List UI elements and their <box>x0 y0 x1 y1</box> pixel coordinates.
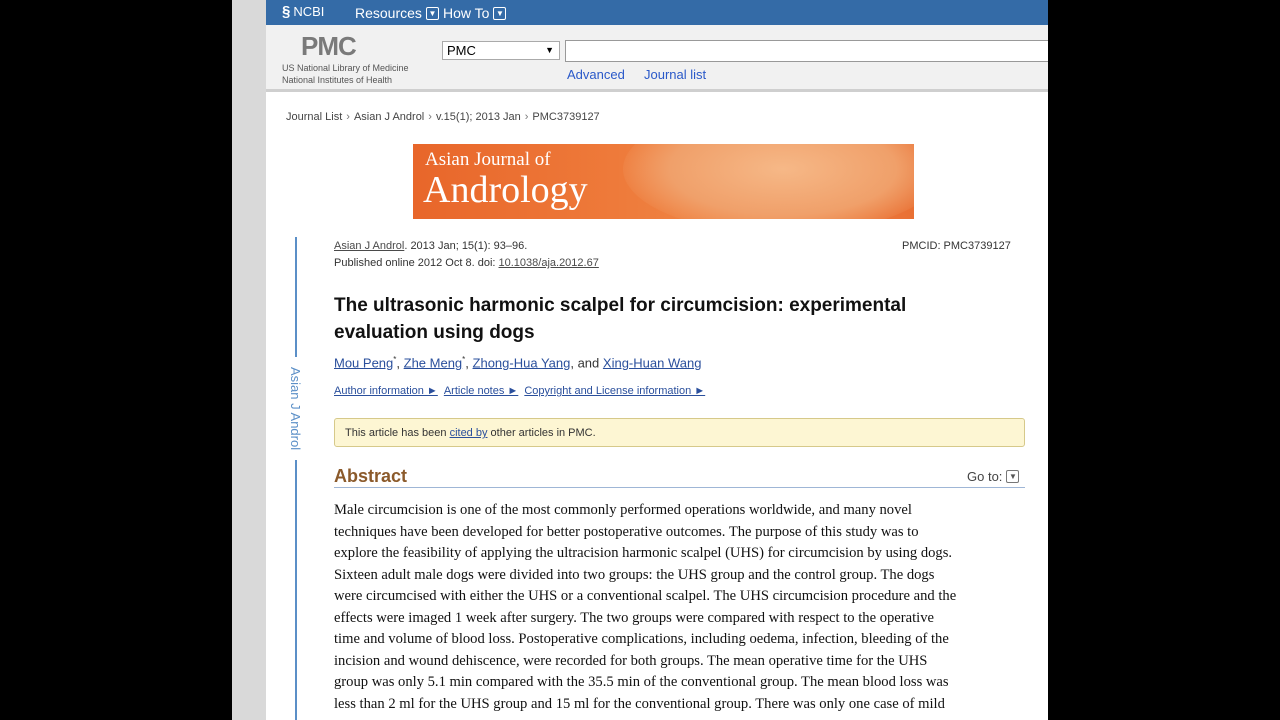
browser-page <box>232 0 1048 720</box>
breadcrumb-current: PMC3739127 <box>532 111 600 123</box>
chevron-down-icon: ▼ <box>1006 470 1019 483</box>
ncbi-top-bar <box>266 0 1048 25</box>
author-link[interactable]: Mou Peng <box>334 355 394 371</box>
goto-menu[interactable] <box>967 469 1019 484</box>
abstract-line: Sixteen adult male dogs were divided into two groups: the UHS group and the control group. The dogs <box>334 566 935 583</box>
ncbi-logo-text: NCBI <box>293 4 325 19</box>
author-link[interactable]: Zhong-Hua Yang <box>472 355 571 371</box>
article-title: The ultrasonic harmonic scalpel for circumcision: experimental evaluation using dogs <box>334 295 907 343</box>
journal-banner[interactable] <box>413 144 914 219</box>
breadcrumb-separator: › <box>428 111 432 123</box>
citation-line <box>334 240 527 252</box>
resources-menu[interactable] <box>355 5 439 21</box>
banner-title-line1: Asian Journal of <box>425 149 551 170</box>
breadcrumb-journal-list[interactable]: Journal List <box>286 111 343 123</box>
database-selected-value: PMC <box>447 43 476 58</box>
published-line <box>334 257 599 269</box>
abstract-divider <box>334 487 1025 488</box>
goto-label: Go to: <box>967 469 1003 484</box>
banner-cell-image <box>623 144 914 219</box>
ncbi-logo[interactable] <box>282 3 324 20</box>
side-rule <box>295 237 297 357</box>
cited-by-notice <box>334 418 1025 447</box>
breadcrumb-separator: › <box>524 111 529 123</box>
abstract-heading: Abstract <box>334 466 408 486</box>
cited-by-link[interactable]: cited by <box>449 427 488 439</box>
article-notes-toggle[interactable]: Article notes ► <box>443 385 519 397</box>
abstract-body <box>334 500 1024 715</box>
published-text: Published online 2012 Oct 8. doi: <box>334 257 499 269</box>
journal-citation-link[interactable]: Asian J Androl <box>334 240 405 252</box>
side-rule <box>295 460 297 720</box>
author-link[interactable]: Xing-Huan Wang <box>602 355 702 371</box>
search-input[interactable] <box>565 40 1048 62</box>
breadcrumb-separator: › <box>346 111 350 123</box>
chevron-down-icon: ▼ <box>426 7 439 20</box>
abstract-line: incision and wound dehiscence, were recorded for both groups. The mean operative time for the UHS <box>334 652 928 669</box>
breadcrumb <box>286 111 600 123</box>
left-gutter <box>232 0 266 720</box>
author-list: Mou Peng*, Zhe Meng*, Zhong-Hua Yang, and Xing-Huan Wang <box>334 355 702 371</box>
pmcid: PMCID: PMC3739127 <box>902 240 1011 252</box>
pmc-header <box>266 25 1048 92</box>
pmc-logo[interactable]: PMC <box>301 31 356 61</box>
author-information-toggle[interactable]: Author information ► <box>334 385 438 397</box>
abstract-line: less than 2 ml for the UHS group and 15 ml for the conventional group. There was only one case of mild <box>334 695 945 712</box>
footnote-marker: * <box>462 355 466 364</box>
citation-details: . 2013 Jan; 15(1): 93–96. <box>404 240 528 252</box>
abstract-line: group was only 5.1 min compared with the 35.5 min of the conventional group. The mean blood loss was <box>334 674 949 690</box>
abstract-line: Male circumcision is one of the most commonly performed operations worldwide, and many novel <box>334 502 912 518</box>
footnote-marker: * <box>393 355 397 364</box>
breadcrumb-issue[interactable]: v.15(1); 2013 Jan <box>435 111 521 123</box>
breadcrumb-journal[interactable]: Asian J Androl <box>353 111 425 123</box>
advanced-search-link[interactable]: Advanced <box>567 67 625 82</box>
author-conjunction: and <box>577 355 600 371</box>
doi-link[interactable]: 10.1038/aja.2012.67 <box>498 257 599 269</box>
author-link[interactable]: Zhe Meng <box>403 355 463 371</box>
nih-name: National Institutes of Health <box>282 75 393 85</box>
cited-suffix: other articles in PMC. <box>487 427 596 439</box>
abstract-line: techniques have been developed for better postoperative outcomes. The purpose of this study was to <box>334 523 919 540</box>
copyright-license-toggle[interactable]: Copyright and License information ► <box>524 385 706 397</box>
chevron-down-icon: ▼ <box>493 7 506 20</box>
abstract-line: time and volume of blood loss. Postoperative complications, including oedema, infection, bleeding of the <box>334 631 949 647</box>
database-select[interactable] <box>442 41 560 60</box>
cited-prefix: This article has been <box>345 427 450 439</box>
resources-label: Resources <box>355 5 422 21</box>
nlm-name: US National Library of Medicine <box>282 63 409 73</box>
abstract-line: were circumcised with either the UHS or a conventional scalpel. The UHS circumcision procedure and the <box>334 588 957 604</box>
journal-list-link[interactable]: Journal list <box>644 67 707 82</box>
banner-title-line2: Andrology <box>423 169 588 211</box>
ncbi-logo-icon: § <box>282 3 291 20</box>
abstract-line: explore the feasibility of applying the ultracision harmonic scalpel (UHS) for circumcision by using dogs. <box>334 545 953 561</box>
abstract-line: effects were imaged 1 week after surgery. The two groups were compared with respect to the operative <box>334 609 934 626</box>
how-to-menu[interactable] <box>443 5 506 21</box>
article-info-links <box>334 385 705 397</box>
side-journal-label: Asian J Androl <box>288 367 303 451</box>
how-to-label: How To <box>443 5 490 21</box>
dropdown-arrow-icon: ▼ <box>545 45 554 55</box>
